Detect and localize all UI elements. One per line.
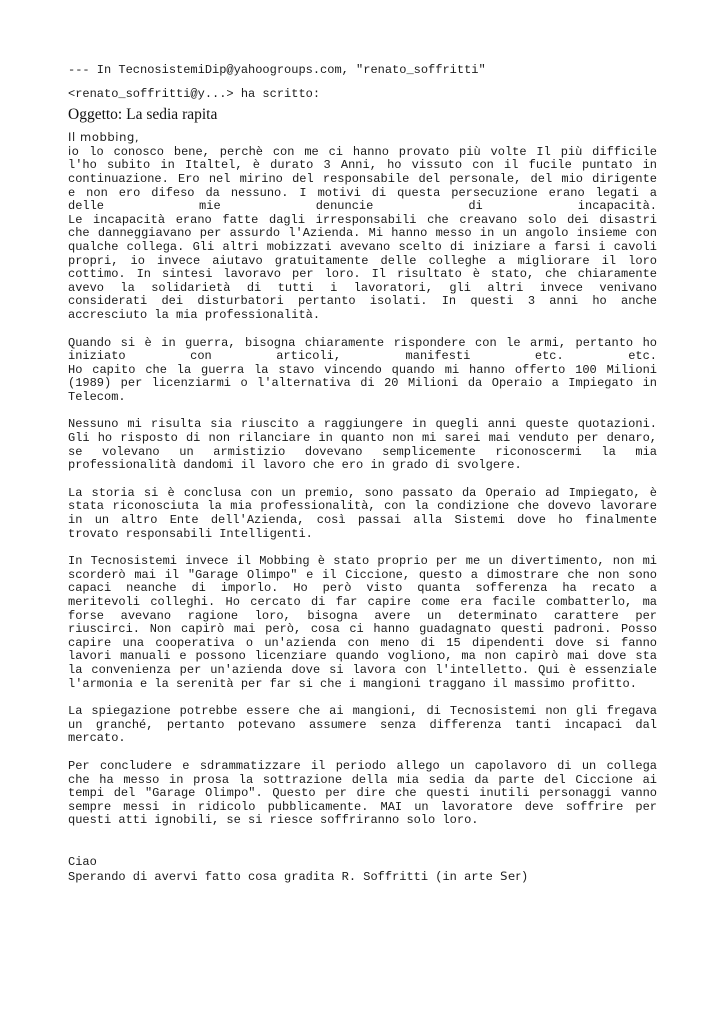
paragraph-line: stata riconosciuta la mia professionalità, con la condizione che dovevo lavorare — [68, 499, 657, 514]
paragraph-line: un granché, pertanto potevano assumere senza differenza tanti incapaci dal — [68, 717, 657, 732]
handwritten-io: io — [68, 143, 80, 158]
paragraph-line: propri, io invece aiutavo gratuitamente delle colleghe a migliorare il loro — [68, 253, 657, 268]
paragraph-line: (1989) per licenziarmi o l'alternativa di 20 Milioni da Operaio a Impiegato in — [68, 376, 657, 391]
handwritten-intro: Il mobbing, — [68, 130, 140, 145]
paragraph-line: che ha messo in prosa la sottrazione della mia sedia da parte del Ciccione ai — [68, 772, 657, 787]
paragraph-line: qualche collega. Gli altri mobizzati avevano scelto di iniziare a farsi i cavoli — [68, 239, 657, 254]
paragraph-line: delle mie denuncie di incapacità. — [68, 199, 657, 214]
body-paragraph — [68, 337, 657, 405]
paragraph-line: Telecom. — [68, 389, 126, 404]
signature-handwritten-name: Ser — [500, 868, 521, 883]
paragraph-line: capaci neanche di imporlo. Ho però visto quanta sofferenza ha recato a — [68, 581, 657, 596]
paragraph-line: tempi del "Garage Olimpo". Questo per dire che questi inutili personaggi vanno — [68, 786, 657, 801]
signature-closing-paren: ) — [520, 869, 529, 884]
paragraph-line: l'ho subito in Italtel, è durato 3 Anni, ho vissuto con il fucile puntato in — [68, 158, 657, 173]
signature-block — [68, 856, 657, 884]
paragraph-line: In Tecnosistemi invece il Mobbing è stato proprio per me un divertimento, non mi — [68, 554, 657, 569]
body-paragraph — [68, 418, 657, 472]
paragraph-line: accresciuto la mia professionalità. — [68, 307, 321, 322]
paragraph-line-text: lo conosco bene, perchè con me ci hanno provato più volte Il più difficile — [79, 144, 657, 159]
body-paragraph — [68, 705, 657, 746]
paragraph-line: Quando si è in guerra, bisogna chiaramente rispondere con le armi, pertanto ho — [68, 335, 657, 350]
paragraph-line: e non ero difeso da nessuno. I motivi di questa persecuzione erano legati a — [68, 185, 657, 200]
email-document — [68, 64, 657, 884]
paragraph-line: sempre messi in ridicolo pubblicamente. MAI un lavoratore deve soffrire per — [68, 799, 657, 814]
paragraph-line: questi atti ignobili, se si riesce soffriranno solo loro. — [68, 813, 479, 828]
paragraph-line: Ho capito che la guerra la stavo vincendo quando mi hanno offerto 100 Milioni — [68, 362, 657, 377]
paragraph-line: se volevano un armistizio dovevano semplicemente riconoscermi la mia — [68, 444, 657, 459]
email-body — [68, 145, 657, 828]
paragraph-line: considerati dei disturbatori pertanto isolati. In questi 3 anni ho anche — [68, 294, 657, 309]
paragraph-line: professionalità dandomi il lavoro che ero in grado di svolgere. — [68, 458, 522, 473]
paragraph-line: lavori manuali e possono licenziare quando vogliono, ma non capirò mai dove sta — [68, 649, 657, 664]
paragraph-line — [68, 145, 657, 160]
paragraph-line: avevo la solidarietà di tutti i lavoratori, gli altri invece venivano — [68, 280, 657, 295]
body-paragraph — [68, 145, 657, 323]
paragraph-line: riuscirci. Non capirò mai però, cosa ci hanno guadagnato questi padroni. Posso — [68, 622, 657, 637]
paragraph-line: capire una cooperativa o un'azienda con meno di 15 dipendenti dove si fanno — [68, 635, 657, 650]
paragraph-line: La spiegazione potrebbe essere che ai mangioni, di Tecnosistemi non gli fregava — [68, 704, 657, 719]
paragraph-line: scorderò mai il "Garage Olimpo" e il Ciccione, questo a dimostrare che non sono — [68, 567, 657, 582]
paragraph-line: Gli ho risposto di non rilanciare in quanto non mi sarei mai venduto per denaro, — [68, 431, 657, 446]
paragraph-line: continuazione. Ero nel mirino del responsabile del personale, del mio dirigente — [68, 171, 657, 186]
paragraph-line: meritevoli colleghi. Ho cercato di far capire come era facile combatterlo, ma — [68, 595, 657, 609]
signature-closing-text: Sperando di avervi fatto cosa gradita R. Soffritti (in arte — [68, 869, 501, 884]
signature-greeting: Ciao — [68, 854, 97, 869]
paragraph-line: la convenienza per un'azienda dove si lavora con l'intelletto. Qui è essenziale — [68, 662, 657, 677]
paragraph-line: in un altro Ente dell'Azienda, così passai alla Sistemi dove ho finalmente — [68, 513, 657, 528]
paragraph-line: iniziato con articoli, manifesti etc. etc. — [68, 349, 657, 364]
signature-closing — [68, 870, 657, 885]
body-paragraph — [68, 760, 657, 828]
paragraph-line: La storia si è conclusa con un premio, sono passato da Operaio ad Impiegato, è — [68, 485, 657, 500]
paragraph-line: l'armonia e la serenità per far si che i mangioni traggano il massimo profitto. — [68, 676, 637, 691]
paragraph-line: Le incapacità erano fatte dagli irresponsabili che creavano solo dei disastri — [68, 212, 657, 227]
forward-header-line-1: --- In TecnosistemiDip@yahoogroups.com, "renato_soffritti" — [68, 63, 486, 77]
body-paragraph — [68, 555, 657, 691]
forward-header-line-2: <renato_soffritti@y...> ha scritto: — [68, 86, 321, 101]
email-subject: Oggetto: La sedia rapita — [68, 106, 218, 124]
paragraph-line: che danneggiavano per assurdo l'Azienda. Mi hanno messo in un angolo insieme con — [68, 226, 657, 241]
paragraph-line: forse avevano ragione loro, bisogna avere un determinato carattere per — [68, 608, 657, 623]
body-paragraph — [68, 487, 657, 541]
paragraph-line: Per concludere e sdrammatizzare il periodo allego un capolavoro di un collega — [68, 758, 657, 773]
paragraph-line: Nessuno mi risulta sia riuscito a raggiungere in quegli anni queste quotazioni. — [68, 417, 657, 432]
paragraph-line: cottimo. In sintesi lavoravo per loro. Il risultato è stato, che chiaramente — [68, 267, 657, 282]
paragraph-line: trovato responsabili Intelligenti. — [68, 526, 313, 541]
paragraph-line: mercato. — [68, 731, 126, 746]
